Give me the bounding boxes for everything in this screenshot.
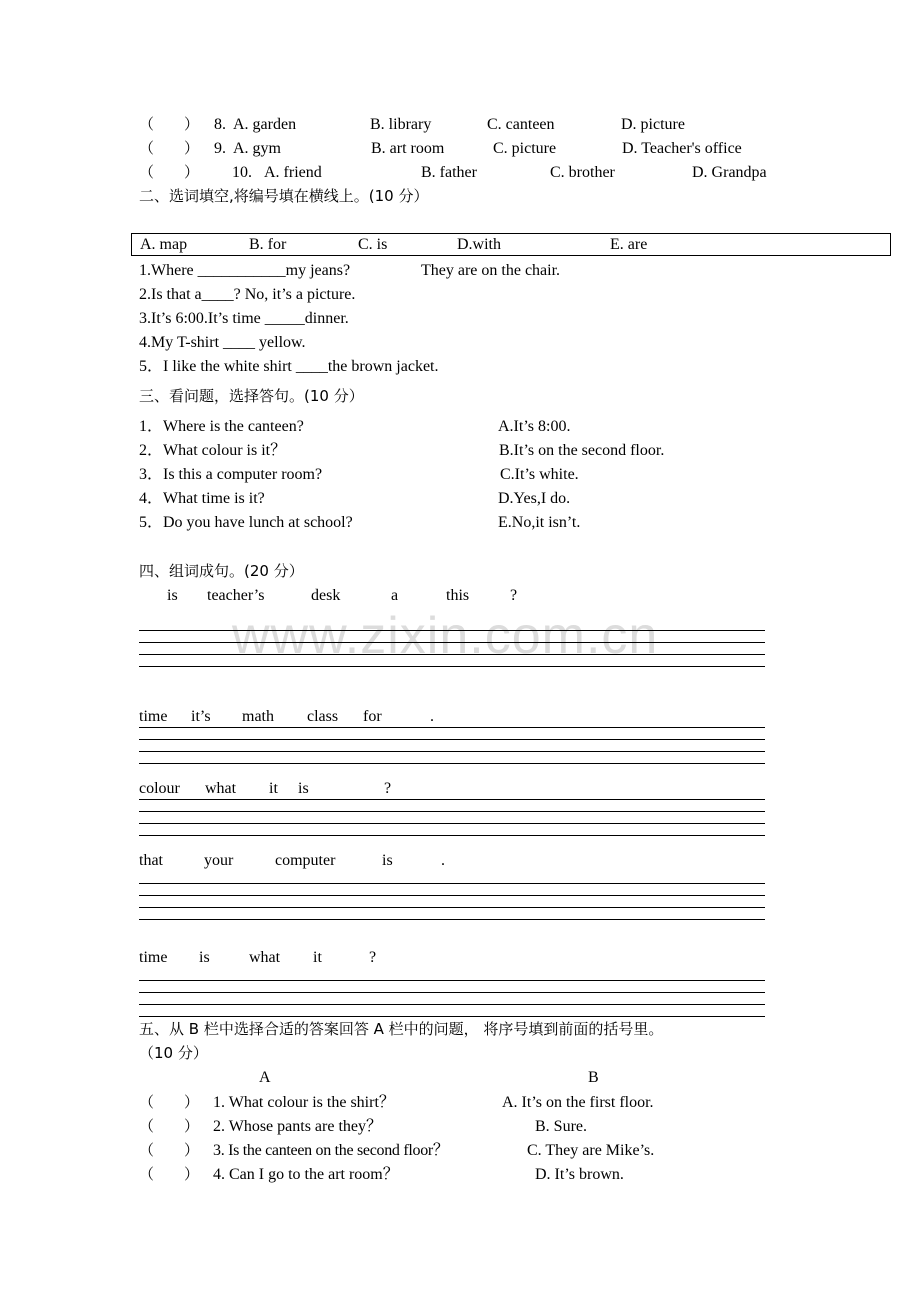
scrambled-word: ? bbox=[369, 949, 377, 966]
column-b-label: B bbox=[588, 1069, 599, 1086]
answer-line bbox=[139, 763, 765, 764]
match-answer: A.It’s 8:00. bbox=[498, 418, 571, 435]
match-answer: C.It’s white. bbox=[500, 466, 579, 483]
answer-line bbox=[139, 980, 765, 981]
match-question: 1．Where is the canteen? bbox=[139, 418, 304, 435]
scrambled-word: class bbox=[307, 708, 339, 725]
scrambled-word: is bbox=[382, 852, 393, 869]
scrambled-word: time bbox=[139, 708, 168, 725]
match-question: 4．What time is it? bbox=[139, 490, 265, 507]
question-number: 9. bbox=[214, 140, 226, 157]
scrambled-word: it bbox=[269, 780, 278, 797]
answer-line bbox=[139, 739, 765, 740]
scrambled-word: colour bbox=[139, 780, 180, 797]
match-question: 3．Is this a computer room? bbox=[139, 466, 323, 483]
column-b-answer: D. It’s brown. bbox=[535, 1166, 624, 1183]
option-a: A. gym bbox=[233, 140, 281, 157]
column-a-question: 2. Whose pants are they？ bbox=[213, 1118, 382, 1135]
fill-item-answer: They are on the chair. bbox=[421, 262, 561, 279]
column-b-answer: A. It’s on the first floor. bbox=[502, 1094, 654, 1111]
option-c: C. brother bbox=[550, 164, 615, 181]
option-c: C. canteen bbox=[487, 116, 555, 133]
answer-paren: （ ） bbox=[139, 1165, 200, 1183]
scrambled-word: for bbox=[363, 708, 382, 725]
column-a-label: A bbox=[259, 1069, 271, 1086]
match-answer: E.No,it isn’t. bbox=[498, 514, 581, 531]
fill-item: 3.It’s 6:00.It’s time _____dinner. bbox=[139, 310, 349, 327]
scrambled-word: what bbox=[205, 780, 237, 797]
scrambled-word: your bbox=[204, 852, 234, 869]
column-a-question: 1. What colour is the shirt？ bbox=[213, 1094, 395, 1111]
option-d: D. Teacher's office bbox=[622, 140, 742, 157]
scrambled-word: math bbox=[242, 708, 274, 725]
column-a-question: 4. Can I go to the art room？ bbox=[213, 1166, 399, 1183]
word-option: E. are bbox=[610, 236, 648, 253]
answer-line bbox=[139, 823, 765, 824]
scrambled-word: desk bbox=[311, 587, 341, 604]
section-2-heading: 二、选词填空,将编号填在横线上。(10 分） bbox=[139, 187, 429, 205]
option-b: B. art room bbox=[371, 140, 445, 157]
word-bank-box bbox=[131, 233, 891, 256]
question-number: 8. bbox=[214, 116, 226, 133]
answer-line bbox=[139, 883, 765, 884]
fill-item: 2.Is that a____? No, it’s a picture. bbox=[139, 286, 356, 303]
answer-paren: （ ） bbox=[139, 163, 200, 181]
answer-line bbox=[139, 642, 765, 643]
option-a: A. garden bbox=[233, 116, 297, 133]
answer-line bbox=[139, 630, 765, 631]
answer-line bbox=[139, 895, 765, 896]
column-a-question: 3. Is the canteen on the second floor？ bbox=[213, 1142, 449, 1159]
fill-item: 4.My T-shirt ____ yellow. bbox=[139, 334, 306, 351]
section-3-heading: 三、看问题，选择答句。(10 分） bbox=[139, 387, 364, 405]
scrambled-word: it bbox=[313, 949, 322, 966]
answer-paren: （ ） bbox=[139, 139, 200, 157]
answer-paren: （ ） bbox=[139, 1117, 200, 1135]
question-number: 10. bbox=[232, 164, 252, 181]
section-5-score: （10 分） bbox=[139, 1044, 208, 1062]
answer-line bbox=[139, 907, 765, 908]
option-c: C. picture bbox=[493, 140, 557, 157]
column-b-answer: C. They are Mike’s. bbox=[527, 1142, 655, 1159]
option-d: D. picture bbox=[621, 116, 685, 133]
match-answer: B.It’s on the second floor. bbox=[499, 442, 665, 459]
scrambled-word: . bbox=[430, 708, 434, 725]
answer-line bbox=[139, 835, 765, 836]
answer-paren: （ ） bbox=[139, 1093, 200, 1111]
scrambled-word: is bbox=[298, 780, 309, 797]
scrambled-word: teacher’s bbox=[207, 587, 265, 604]
fill-item: 1.Where ___________my jeans? bbox=[139, 262, 351, 279]
scrambled-word: ? bbox=[384, 780, 392, 797]
answer-line bbox=[139, 654, 765, 655]
answer-line bbox=[139, 992, 765, 993]
answer-line bbox=[139, 1016, 765, 1017]
answer-line bbox=[139, 1004, 765, 1005]
section-4-heading: 四、组词成句。(20 分） bbox=[139, 562, 304, 580]
scrambled-word: time bbox=[139, 949, 168, 966]
match-question: 2．What colour is it？ bbox=[139, 442, 287, 459]
option-b: B. father bbox=[421, 164, 477, 181]
option-b: B. library bbox=[370, 116, 432, 133]
answer-paren: （ ） bbox=[139, 115, 200, 133]
scrambled-word: what bbox=[249, 949, 281, 966]
answer-paren: （ ） bbox=[139, 1141, 200, 1159]
match-question: 5．Do you have lunch at school? bbox=[139, 514, 353, 531]
fill-item: 5．I like the white shirt ____the brown jacket. bbox=[139, 358, 439, 375]
word-option: C. is bbox=[358, 236, 388, 253]
option-a: A. friend bbox=[264, 164, 322, 181]
word-option: B. for bbox=[249, 236, 287, 253]
scrambled-word: a bbox=[391, 587, 399, 604]
scrambled-word: that bbox=[139, 852, 163, 869]
scrambled-word: it’s bbox=[191, 708, 211, 725]
scrambled-word: . bbox=[441, 852, 445, 869]
option-d: D. Grandpa bbox=[692, 164, 767, 181]
word-option: D.with bbox=[457, 236, 501, 253]
answer-line bbox=[139, 727, 765, 728]
answer-line bbox=[139, 919, 765, 920]
match-answer: D.Yes,I do. bbox=[498, 490, 571, 507]
answer-line bbox=[139, 751, 765, 752]
scrambled-word: is bbox=[167, 587, 178, 604]
word-option: A. map bbox=[140, 236, 188, 253]
answer-line bbox=[139, 799, 765, 800]
scrambled-word: this bbox=[446, 587, 470, 604]
section-5-heading: 五、从 B 栏中选择合适的答案回答 A 栏中的问题， 将序号填到前面的括号里。 bbox=[139, 1020, 664, 1038]
scrambled-word: is bbox=[199, 949, 210, 966]
column-b-answer: B. Sure. bbox=[535, 1118, 587, 1135]
answer-line bbox=[139, 811, 765, 812]
answer-line bbox=[139, 666, 765, 667]
watermark: www.zixin.com.cn bbox=[232, 607, 659, 665]
scrambled-word: computer bbox=[275, 852, 336, 869]
scrambled-word: ? bbox=[510, 587, 518, 604]
